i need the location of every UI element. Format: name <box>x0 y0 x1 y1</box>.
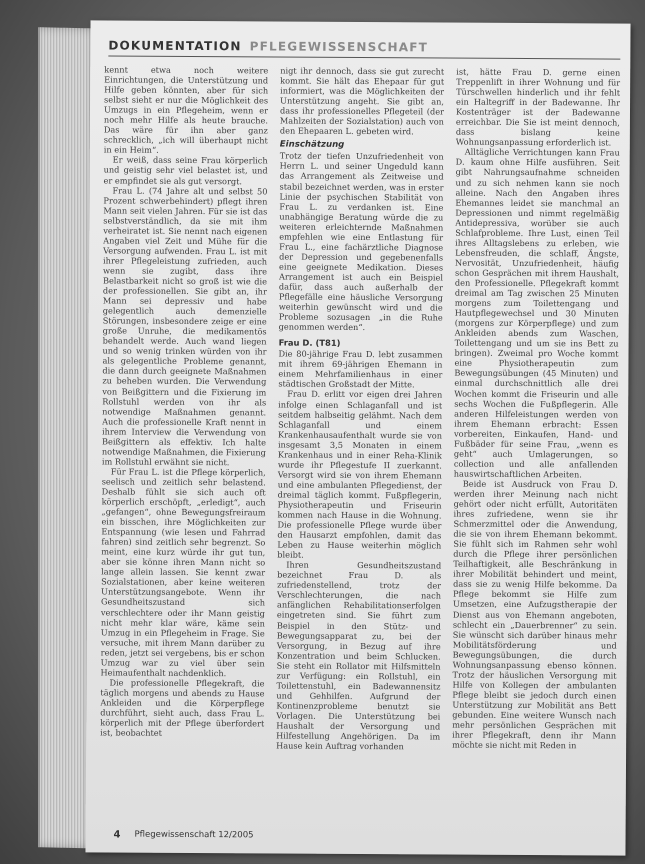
page-header <box>108 30 620 59</box>
header-section: DOKUMENTATION <box>108 38 242 54</box>
column-3 <box>452 67 621 820</box>
case-heading: Frau D. (T81) <box>278 337 341 349</box>
body-paragraph: Für Frau L. ist die Pflege körperlich, seelisch und zeitlich sehr belastend. Deshalb fühlt sie sich auch oft körperlich erschöpft, „erledigt“, auch „gefangen“, ohne Bewegungsfreiraum ein bisschen, ihre Möglichkeiten zur Entspannung (wie lesen und Fahrrad fahren) sind zeitlich sehr begrenzt. So meint, eine kurz würde ihr gut tun, aber sie könne ihren Mann nicht so lange allein lassen. Sie kennt zwar Sozialstationen, aber keine weiteren Unterstützungsangebote. Wenn ihr Gesundheitszustand sich verschlechtere oder ihr Mann geistig nicht mehr klar wäre, käme sein Umzug in ein Pflegeheim in Frage. Sie versuche, mit ihrem Mann darüber zu reden, jetzt sei vergebens, bis er schon Umzug war zu viel über sein Heimaufenthalt nachdenklich. <box>100 466 266 679</box>
body-paragraph: Frau L. (74 Jahre alt und selbst 50 Prozent schwerbehindert) pflegt ihren Mann seit vielen Jahren. Für sie ist das selbstverständlich, da sie mit ihm verheiratet ist. Sie nennt nach eigenen Angaben viel Zeit und Mühe für die Versorgung aufwenden. Frau L. ist mit ihrer Pflegeleistung zufrieden, auch wenn sie zugibt, dass ihre Belastbarkeit nicht so groß ist wie die der professionellen. Sie gibt an, ihr Mann sei depressiv und habe gelegentlich auch demenzielle Störungen, insbesondere zeige er eine große Unruhe, die medikamentös behandelt werde. Auch wand liegen und so wenig trinken würden von ihr als gelegentliche Probleme genannt, die dann durch geeignete Maßnahmen zu beheben wurden. Die Verwendung von Beißgittern und die Fixierung im Rollstuhl werden von ihr als notwendige Maßnahmen genannt. Auch die professionelle Kraft nennt in ihrem Interview die Verwendung von Beißgittern als effektiv. Ich halte notwendige Maßnahmen, die Fixierung im Rollstuhl erwähnt sie nicht. <box>101 185 268 468</box>
body-paragraph: Die professionelle Pflegekraft, die täglich morgens und abends zu Hause Ankleiden und die Körperpflege durchführt, sieht auch, dass Frau L. körperlich mit der Pflege überfordert ist, beobachtet <box>100 677 265 738</box>
body-paragraph: ist, hätte Frau D. gerne einen Treppenlift in ihrer Wohnung und für Türschwellen hinderlich und ihr fehlt ein Haltegriff in der Badewanne. Ihr Kostenträger ist der Badewanne erreichbar. Die Sie ist meint dennoch, dass bislang keine Wohnungsanpassung erforderlich ist. <box>455 66 621 148</box>
text-columns <box>100 64 621 819</box>
body-paragraph: Beide ist Ausdruck von Frau D. werden ihrer Meinung nach nicht gehört oder nicht erfüllt, Autoritäten ihres zufriedene, wenn sie ihr Schmerzmittel oder die Anwendung, die sie von ihrem Ehemann bekommt. Sie fühlt sich im Rahmen sehr wohl durch die Pflege ihrer persönlichen Teilhaftigkeit, alle Beschränkung in ihrer Mobilität behindert und meint, dass sie zu wenig Hilfe bekomme. Da Pflege bekommt sie Hilfe zum Umsetzen, eine Aufzugstherapie der Dienst aus von Ehemann angeboten, schlecht ein „Dauerbrenner“ zu sein. Sie wünscht sich darüber hinaus mehr Mobilitätsförderung und Bewegungsübungen, die durch Wohnungsanpassung ebenso können. Trotz der häuslichen Versorgung mit Hilfe von Kollegen der ambulanten Pflege bleibt sie jedoch durch einen Unterstützung zur Mobilität ans Bett gebunden. Eine weitere Wunsch nach mehr persönlichen Gesprächen mit ihrer Pflegekraft, denn ihr Mann möchte sie nicht mit Reden in <box>452 478 618 751</box>
body-paragraph: Die 80-jährige Frau D. lebt zusammen mit ihrem 69-jährigen Ehemann in einem Mehrfamilienhaus in einer städtischen Großstadt der Mitte. <box>278 348 443 390</box>
magazine-page <box>85 20 630 855</box>
column-2 <box>276 66 445 819</box>
body-paragraph: nigt ihr dennoch, dass sie gut zurecht kommt. Sie hält das Ehepaar für gut informiert, was die Möglichkeiten der Unterstützung angeht. Sie gibt an, dass ihr professionelles Pflegeteil (der Mahlzeiten der Sozialstation) auch von den Ehepaaren L. gebeten wird. <box>279 65 445 137</box>
body-paragraph: kennt etwa noch weitere Einrichtungen, die Unterstützung und Hilfe geben könnten, aber für sich selbst sieht er nur die Möglichkeit des Umzugs in ein Pflegeheim, wenn er noch mehr Hilfe als heute brauche. Das wäre für ihn aber ganz schrecklich, „ich will überhaupt nicht in ein Heim“. <box>103 64 269 156</box>
page-footer <box>114 827 616 846</box>
page-number: 4 <box>113 829 121 841</box>
column-1 <box>100 64 269 817</box>
body-paragraph: Alltägliche Verrichtungen kann Frau D. kaum ohne Hilfe ausführen. Seit gibt Nahrungsaufnahme schneiden und zu sich nehmen kann sie noch alleine. Nach den Angaben ihres Ehemannes leidet sie manchmal an Depressionen und nimmt regelmäßig Antidepressiva, worüber sie auch Schlafprobleme. Ihre Lust, einen Teil ihres Alltagslebens zu erleben, wie Lebensfreuden, die schlaff, Ängste, Nervosität, Unzufriedenheit, häufig schon Gesprächen mit ihrem Haushalt, den Professionelle. Pflegekraft kommt dreimal am Tag zwischen 25 Minuten morgens zum Toilettengang und Hautpflegewechsel und 30 Minuten (morgens zur Körperpflege) und zum Ankleiden abends zum Waschen, Toilettengang und um sie ins Bett zu bringen). Zweimal pro Woche kommt eine Physiotherapeutin zum Bewegungsübungen (45 Minuten) und einmal durchschnittlich alle drei Wochen kommt die Friseurin und alle sechs Wochen die Fußpflegerin. Alle anderen Hilfeleistungen werden von ihrem Ehemann erbracht: Essen vorbereiten, Einkaufen, Hand- und Fußbäder für seine Frau, „wenn es geht“ auch Umlagerungen, so collection und alle anfallenden hauswirtschaftlichen Arbeiten. <box>453 147 620 480</box>
header-topic: PFLEGEWISSENSCHAFT <box>249 39 429 55</box>
body-paragraph: Frau D. erlitt vor eigen drei Jahren infolge einen Schlaganfall und ist seitdem halbseitig gelähmt. Nach dem Schlaganfall und einem Krankenhausaufenthalt wurde sie von insgesamt 3,5 Monaten in einem Krankenhaus und in einer Reha-Klinik wurde ihr Pflegestufe II zuerkannt. Versorgt wird sie von ihrem Ehemann und eine ambulanten Pflegedienst, der dreimal täglich kommt. Fußpflegerin, Physiotherapeutin und Friseurin kommen nach Hause in die Wohnung. Die professionelle Pflege wurde über den Hausarzt empfohlen, damit das Leben zu Hause weiterhin möglich bleibt. <box>277 389 443 560</box>
body-paragraph: Er weiß, dass seine Frau körperlich und geistig sehr viel belastet ist, und er empfindet sie als gut versorgt. <box>103 154 268 186</box>
journal-issue: Pflegewissenschaft 12/2005 <box>134 829 254 841</box>
body-paragraph: Ihren Gesundheitszustand bezeichnet Frau D. als zufriedenstellend, trotz der Verschlechterungen, die nach anfänglichen Rehabilitationserfolgen eingetreten sind. Sie führt zum Beispiel in den Stütz- und Bewegungsapparat zu, bei der Versorgung, in Bezug auf ihre Konzentration und beim Schlucken. Sie steht ein Rollator mit Hilfsmitteln zur Verfügung: ein Rollstuhl, ein Toilettenstuhl, ein Badewannensitz und Gehhilfen. Aufgrund der Kontinenzprobleme benutzt sie Vorlagen. Die Unterstützung bei Haushalt der Versorgung und Hilfestellung Angehörigen. Da im Hause kein Auftrag vorhanden <box>276 559 442 752</box>
body-paragraph: Trotz der tiefen Unzufriedenheit von Herrn L. und seiner Ungeduld kann das Arrangement als Zeitweise und stabil bezeichnet werden, was in erster Linie der psychischen Stabilität von Frau L. zu verdanken ist. Eine unabhängige Beratung würde die zu weiteren erleichternde Maßnahmen empfehlen wie eine Entlastung für Frau L., eine fachärztliche Diagnose der Depression und gegebenenfalls eine geeignete Medikation. Dieses Arrangement ist auch ein Beispiel dafür, dass auch außerhalb der Pflegefälle eine häusliche Versorgung weiterhin gewünscht wird und die Probleme sozusagen „in die Ruhe genommen werden“. <box>278 150 444 333</box>
section-heading: Einschätzung <box>279 139 345 151</box>
